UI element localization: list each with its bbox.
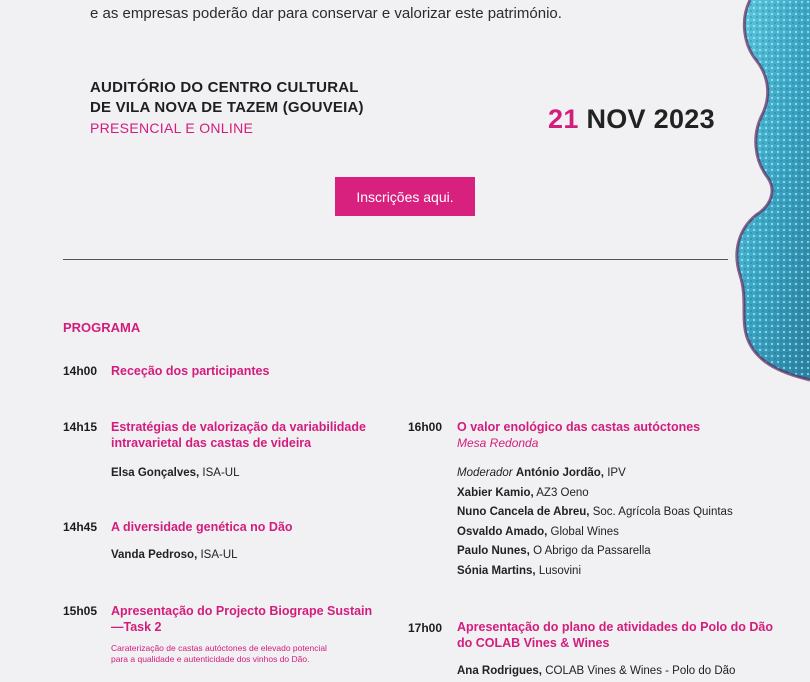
event-date-rest: NOV 2023 [586,104,715,134]
panel-member [457,484,733,504]
speaker-name: Vanda Pedroso, [111,549,198,561]
panel-org: Soc. Agrícola Boas Quintas [592,506,733,518]
session-title-1415 [111,419,366,451]
panel-moderator [457,464,733,484]
session-title-1700 [457,619,773,651]
panel-org: O Abrigo da Passarella [533,545,651,557]
panel-name: Xabier Kamio, [457,486,534,499]
venue-line-2: DE VILA NOVA DE TAZEM (GOUVEIA) [90,99,364,116]
panel-member [457,542,733,562]
panel-org: IPV [607,467,626,479]
intro-text: e as empresas poderão dar para conservar e valorizar este património. [90,5,562,22]
panel-name: Sónia Martins, [457,564,536,577]
panel-name: Nuno Cancela de Abreu, [457,506,590,518]
session-title-1445: A diversidade genética no Dão [111,520,293,534]
time-14h00: 14h00 [63,364,98,378]
panel-name: Osvaldo Amado, [457,525,548,538]
panel-list [457,464,733,581]
decorative-cell-image [710,0,810,400]
session-title-1700-line2: do COLAB Vines & Wines [457,636,610,650]
speaker-1445 [111,546,238,566]
session-desc-1505-line1: Caraterização de castas autóctones de elevado potencial [111,643,327,653]
session-title-1415-line2: intravarietal das castas de videira [111,436,312,450]
speaker-org: ISA-UL [202,467,240,479]
session-title-1505 [111,603,372,635]
register-button[interactable]: Inscrições aqui. [335,177,475,216]
session-title-1505-line2: —Task 2 [111,620,162,634]
panel-org: Lusovini [538,564,582,577]
time-14h45: 14h45 [63,520,98,534]
event-date [548,104,715,135]
speaker-1700 [457,662,735,682]
event-date-day: 21 [548,104,579,134]
panel-member [457,523,733,543]
panel-name: António Jordão, [515,467,604,479]
event-mode: PRESENCIAL E ONLINE [90,120,254,136]
panel-org: Global Wines [550,525,619,538]
session-title-1700-line1: Apresentação do plano de atividades do Polo do Dão [457,620,774,634]
session-title-1600: O valor enológico das castas autóctones [457,420,701,434]
time-16h00: 16h00 [408,420,443,434]
section-title-programa: PROGRAMA [63,320,141,335]
venue-line-1: AUDITÓRIO DO CENTRO CULTURAL [90,79,359,96]
divider [63,259,728,260]
panel-name: Paulo Nunes, [457,545,530,557]
time-15h05: 15h05 [63,604,98,618]
speaker-1415 [111,464,240,484]
time-14h15: 14h15 [63,420,98,434]
venue [90,78,364,118]
speaker-org: COLAB Vines & Wines - Polo do Dão [545,665,736,677]
session-title-1505-line1: Apresentação do Projecto Biogrape Sustain [111,604,373,618]
session-title-1415-line1: Estratégias de valorização da variabilidade [111,420,366,434]
panel-member [457,562,733,582]
session-subtitle-1600: Mesa Redonda [457,436,539,450]
time-17h00: 17h00 [408,621,443,635]
moderator-label: Moderador [457,467,513,479]
session-title-1400: Receção dos participantes [111,364,270,378]
session-desc-1505 [111,643,327,665]
speaker-name: Ana Rodrigues, [457,665,542,677]
speaker-name: Elsa Gonçalves, [111,467,200,479]
panel-member [457,503,733,523]
session-desc-1505-line2: para a qualidade e autenticidade dos vinhos do Dão. [111,654,310,664]
speaker-org: ISA-UL [200,549,238,561]
panel-org: AZ3 Oeno [536,486,589,499]
